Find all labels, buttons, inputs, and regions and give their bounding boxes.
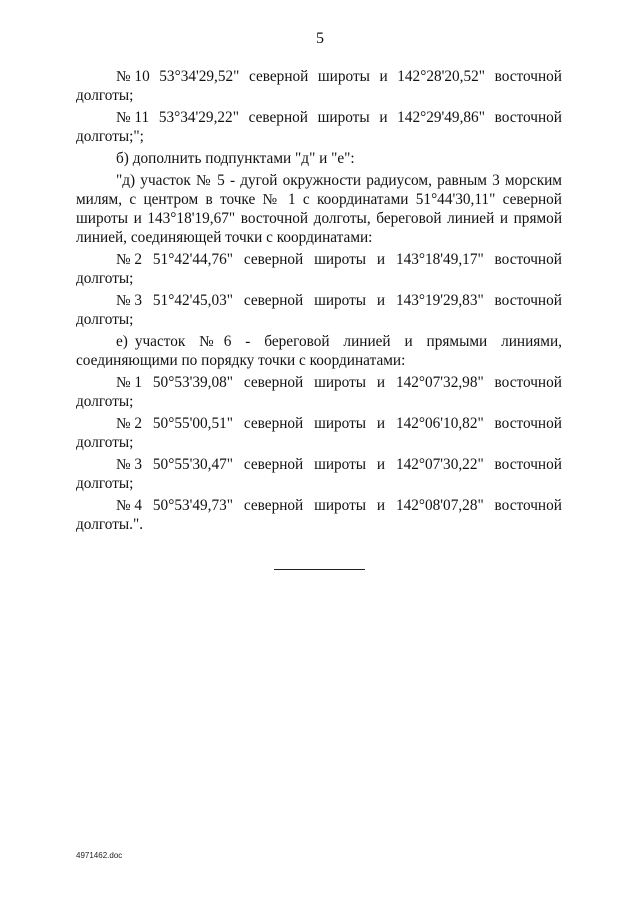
coordinate-entry: [76, 291, 562, 329]
word: восточной: [494, 497, 562, 514]
coordinate-entry: [76, 496, 562, 534]
longitude: 142°29'49,86": [397, 109, 485, 126]
word: широты: [314, 497, 367, 514]
paragraph-e: е) участок № 6 - береговой линией и прямыми линиями, соединяющими по порядку точки с координатами:: [76, 333, 566, 369]
coordinate-tail: долготы;: [76, 434, 134, 451]
word: широты: [317, 68, 370, 85]
latitude: 51°42'44,76": [152, 251, 234, 268]
point-number: № 3: [116, 456, 143, 473]
word: северной: [248, 68, 309, 85]
latitude: 50°53'49,73": [152, 497, 234, 514]
coordinate-tail: долготы;: [76, 311, 134, 328]
coordinate-entry: [76, 455, 562, 493]
word: восточной: [494, 415, 562, 432]
word: северной: [248, 109, 308, 126]
word: широты: [314, 251, 367, 268]
word: широты: [314, 415, 367, 432]
coordinate-entry: [76, 373, 562, 411]
coordinate-tail: долготы;: [76, 475, 134, 492]
latitude: 53°34'29,52": [159, 68, 240, 85]
word: восточной: [494, 456, 562, 473]
word: восточной: [494, 68, 562, 85]
coordinate-entry: [76, 67, 562, 105]
paragraph-d: "д) участок № 5 - дугой окружности радиусом, равным 3 морским милям, с центром в точке № 1 с координатами 51°44'30,11" северной широты и 143°18'19,67" восточной долготы, береговой линией и прямой линией, соединяющей точки с координатами:: [76, 172, 562, 246]
point-number: № 3: [116, 292, 143, 309]
longitude: 142°06'10,82": [395, 415, 484, 432]
longitude: 142°07'30,22": [395, 456, 484, 473]
page-number: 5: [316, 30, 324, 47]
coordinate-tail: долготы;: [76, 393, 134, 410]
latitude: 51°42'45,03": [152, 292, 234, 309]
point-number: № 4: [116, 497, 143, 514]
word: и: [376, 415, 386, 432]
document-filename: 4971462.doc: [76, 851, 123, 860]
longitude: 142°28'20,52": [397, 68, 486, 85]
longitude: 143°19'29,83": [395, 292, 484, 309]
word: северной: [243, 251, 304, 268]
coordinate-tail: долготы;";: [76, 128, 144, 145]
word: восточной: [494, 109, 562, 126]
longitude: 143°18'49,17": [395, 251, 484, 268]
coordinate-entry: [76, 108, 562, 146]
word: и: [379, 109, 388, 126]
word: и: [376, 292, 386, 309]
word: северной: [243, 292, 304, 309]
word: широты: [317, 109, 370, 126]
word: и: [379, 68, 388, 85]
coordinate-entry: [76, 414, 562, 452]
latitude: 50°55'00,51": [152, 415, 234, 432]
point-number: № 2: [116, 415, 143, 432]
word: северной: [243, 374, 304, 391]
point-number: № 2: [116, 251, 143, 268]
word: и: [376, 456, 386, 473]
word: и: [376, 374, 386, 391]
point-number: № 11: [116, 109, 150, 126]
point-number: № 10: [116, 68, 150, 85]
closing-rule: [274, 569, 365, 570]
latitude: 53°34'29,22": [158, 109, 239, 126]
latitude: 50°53'39,08": [152, 374, 234, 391]
word: широты: [314, 374, 367, 391]
paragraph-b: б) дополнить подпунктами "д" и "е":: [116, 150, 355, 167]
word: восточной: [494, 374, 562, 391]
word: северной: [243, 456, 304, 473]
point-number: № 1: [116, 374, 143, 391]
longitude: 142°08'07,28": [395, 497, 484, 514]
word: широты: [314, 292, 367, 309]
coordinate-tail: долготы.".: [76, 516, 144, 533]
coordinate-tail: долготы;: [76, 270, 134, 287]
word: и: [376, 497, 386, 514]
coordinate-tail: долготы;: [76, 87, 134, 104]
word: широты: [314, 456, 367, 473]
word: и: [376, 251, 386, 268]
word: восточной: [494, 251, 562, 268]
word: восточной: [494, 292, 562, 309]
coordinate-entry: [76, 250, 562, 288]
word: северной: [243, 415, 304, 432]
latitude: 50°55'30,47": [152, 456, 234, 473]
longitude: 142°07'32,98": [395, 374, 484, 391]
document-body: [76, 67, 566, 537]
word: северной: [243, 497, 304, 514]
